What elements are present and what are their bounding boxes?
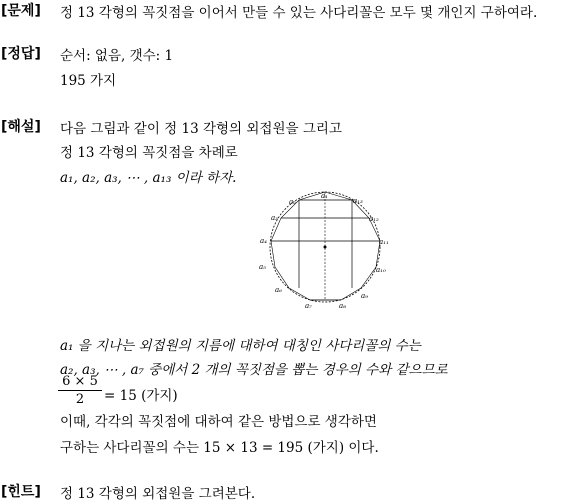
fraction-numerator: 6 × 5 xyxy=(58,374,102,391)
circle-figure xyxy=(255,190,400,310)
solution-line-8: 구하는 사다리꼴의 수는 15 × 13 = 195 (가지) 이다. xyxy=(60,440,379,456)
solution-label: [해설] xyxy=(1,119,41,135)
label-a2: a₂ xyxy=(289,198,296,206)
vertex-labels xyxy=(259,192,389,310)
hint-text: 정 13 각형의 외접원을 그려본다. xyxy=(60,486,256,502)
label-a3: a₃ xyxy=(271,214,278,222)
label-a11: a₁₁ xyxy=(379,238,389,246)
answer-line-2: 195 가지 xyxy=(60,73,117,89)
label-a8: a₈ xyxy=(339,302,346,310)
label-a9: a₉ xyxy=(361,292,368,300)
answer-line-1: 순서: 없음, 갯수: 1 xyxy=(60,48,174,64)
label-a12: a₁₂ xyxy=(369,215,379,223)
problem-text: 정 13 각형의 꼭짓점을 이어서 만들 수 있는 사다리꼴은 모두 몇 개인지 구하여라. xyxy=(60,5,538,21)
label-a5: a₅ xyxy=(259,263,266,271)
solution-line-4: a₁ 을 지나는 외접원의 지름에 대하여 대칭인 사다리꼴의 수는 xyxy=(60,338,421,354)
solution-line-7: 이때, 각각의 꼭짓점에 대하여 같은 방법으로 생각하면 xyxy=(60,414,377,430)
fraction-denominator: 2 xyxy=(75,392,85,407)
fraction-result: = 15 (가지) xyxy=(104,388,178,404)
problem-label: [문제] xyxy=(1,3,41,19)
center-point xyxy=(324,246,327,249)
label-a10: a₁₀ xyxy=(376,266,386,274)
label-a4: a₄ xyxy=(260,237,267,245)
answer-label: [정답] xyxy=(1,46,41,62)
label-a7: a₇ xyxy=(305,302,312,310)
fraction xyxy=(58,374,102,407)
label-a13: a₁₃ xyxy=(353,197,363,205)
solution-line-5: a₂, a₃, ⋯ , a₇ 중에서 2 개의 꼭짓점을 뽑는 경우의 수와 같으므로 xyxy=(60,362,448,378)
solution-line-3: a₁, a₂, a₃, ⋯ , a₁₃ 이라 하자. xyxy=(60,170,237,186)
label-a6: a₆ xyxy=(275,286,282,294)
solution-line-1: 다음 그림과 같이 정 13 각형의 외접원을 그리고 xyxy=(60,121,342,137)
solution-line-2: 정 13 각형의 꼭짓점을 차례로 xyxy=(60,145,238,161)
label-a1: a₁ xyxy=(321,192,328,200)
hint-label: [힌트] xyxy=(1,484,41,500)
